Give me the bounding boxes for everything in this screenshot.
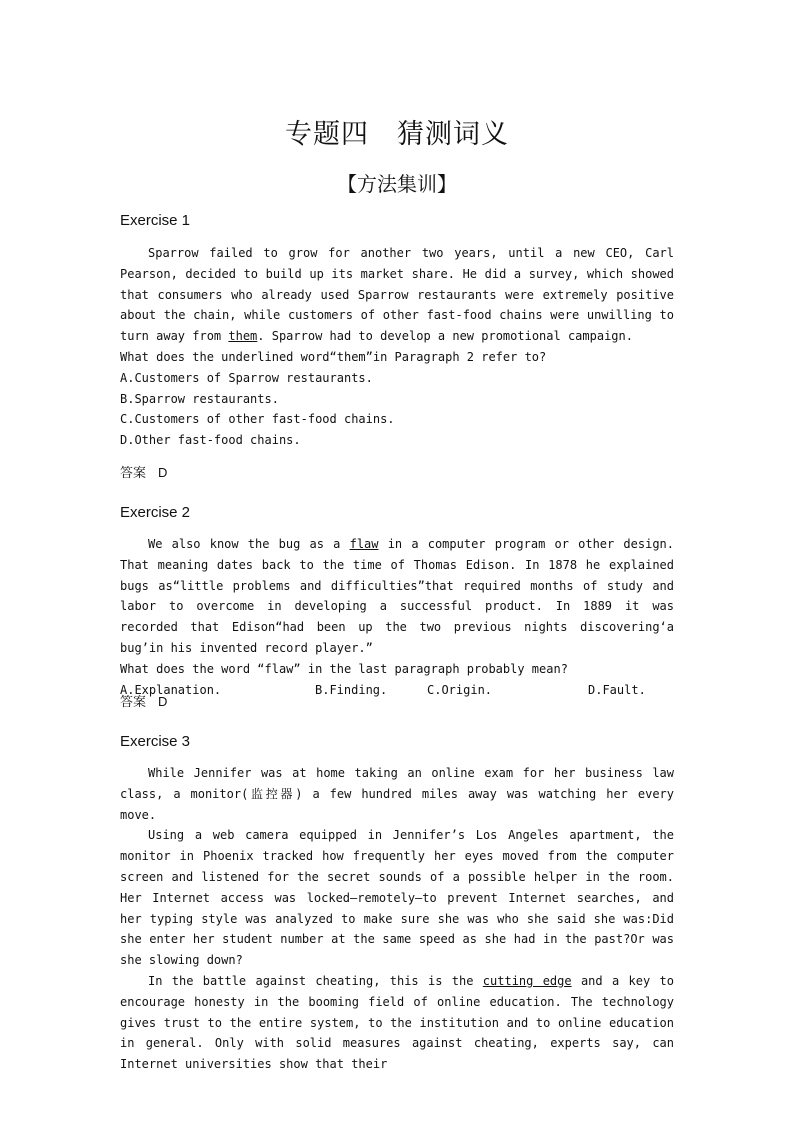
exercise2-passage: We also know the bug as a flaw in a computer program or other design. That meaning dates back to the time of Thomas Edison. In 1878 he explained bugs as“little problems and difficulties”that required months of study and labor to overcome in developing a successful product. In 1889 it was recorded that Edison“had been up the two previous nights discovering‘a bug’in his invented record player.”: [120, 537, 675, 655]
exercise2-option-b: B.Finding.: [315, 682, 388, 697]
exercise2-answer: 答案 D: [120, 694, 168, 710]
exercise1-heading: Exercise 1: [120, 212, 191, 229]
exercise1-answer: 答案 D: [120, 465, 168, 481]
underlined-word: them: [228, 329, 258, 344]
exercise2-body: [120, 534, 674, 701]
exercise1-passage: Sparrow failed to grow for another two years, until a new CEO, Carl Pearson, decided to build up its market share. He did a survey, which showed that consumers who already used Sparrow restaurants were extremely positive about the chain, while customers of other fast-food chains were unwilling to turn away from them. Sparrow had to develop a new promotional campaign.: [120, 246, 674, 344]
exercise3-paragraph-3: In the battle against cheating, this is the cutting edge and a key to encourage honesty in the booming field of online education. The technology gives trust to the entire system, to the institution and to online education in general. Only with solid measures against cheating, experts say, can Internet universities show that their: [120, 973, 674, 1072]
page-title: 专题四 猜测词义: [285, 119, 509, 150]
exercise3-paragraph-2: Using a web camera equipped in Jennifer’s Los Angeles apartment, the monitor in Phoenix tracked how frequently her eyes moved from the computer screen and listened for the secret sounds of a possible helper in the room. Her Internet access was locked—remotely—to prevent Internet searches, and her typing style was analyzed to make sure she was who she said she was:Did she enter her student number at the same speed as she had in the past?Or was she slowing down?: [120, 828, 674, 968]
exercise2-option-a: A.Explanation.: [120, 682, 222, 697]
exercise1-question: What does the underlined word“them”in Paragraph 2 refer to?: [120, 349, 547, 364]
exercise2-option-d: D.Fault.: [588, 682, 646, 697]
exercise3-heading: Exercise 3: [120, 733, 191, 750]
exercise1-option-d: D.Other fast-food chains.: [120, 433, 301, 448]
exercise2-heading: Exercise 2: [120, 504, 191, 521]
exercise3-paragraph-1: While Jennifer was at home taking an online exam for her business law class, a monitor(监控器) a few hundred miles away was watching her every move.: [120, 766, 674, 822]
exercise2-option-c: C.Origin.: [427, 682, 493, 697]
underlined-word: flaw: [349, 537, 379, 551]
exercise1-option-b: B.Sparrow restaurants.: [120, 391, 279, 406]
exercise1-option-a: A.Customers of Sparrow restaurants.: [120, 370, 373, 385]
page-subtitle: 【方法集训】: [337, 172, 457, 196]
exercise1-option-c: C.Customers of other fast-food chains.: [120, 412, 395, 427]
exercise2-question: What does the word “flaw” in the last paragraph probably mean?: [120, 661, 568, 676]
exercise2-options: [120, 680, 674, 701]
exercise3-body: [120, 763, 674, 1075]
exercise1-body: [120, 243, 674, 451]
underlined-word: cutting edge: [482, 973, 572, 988]
